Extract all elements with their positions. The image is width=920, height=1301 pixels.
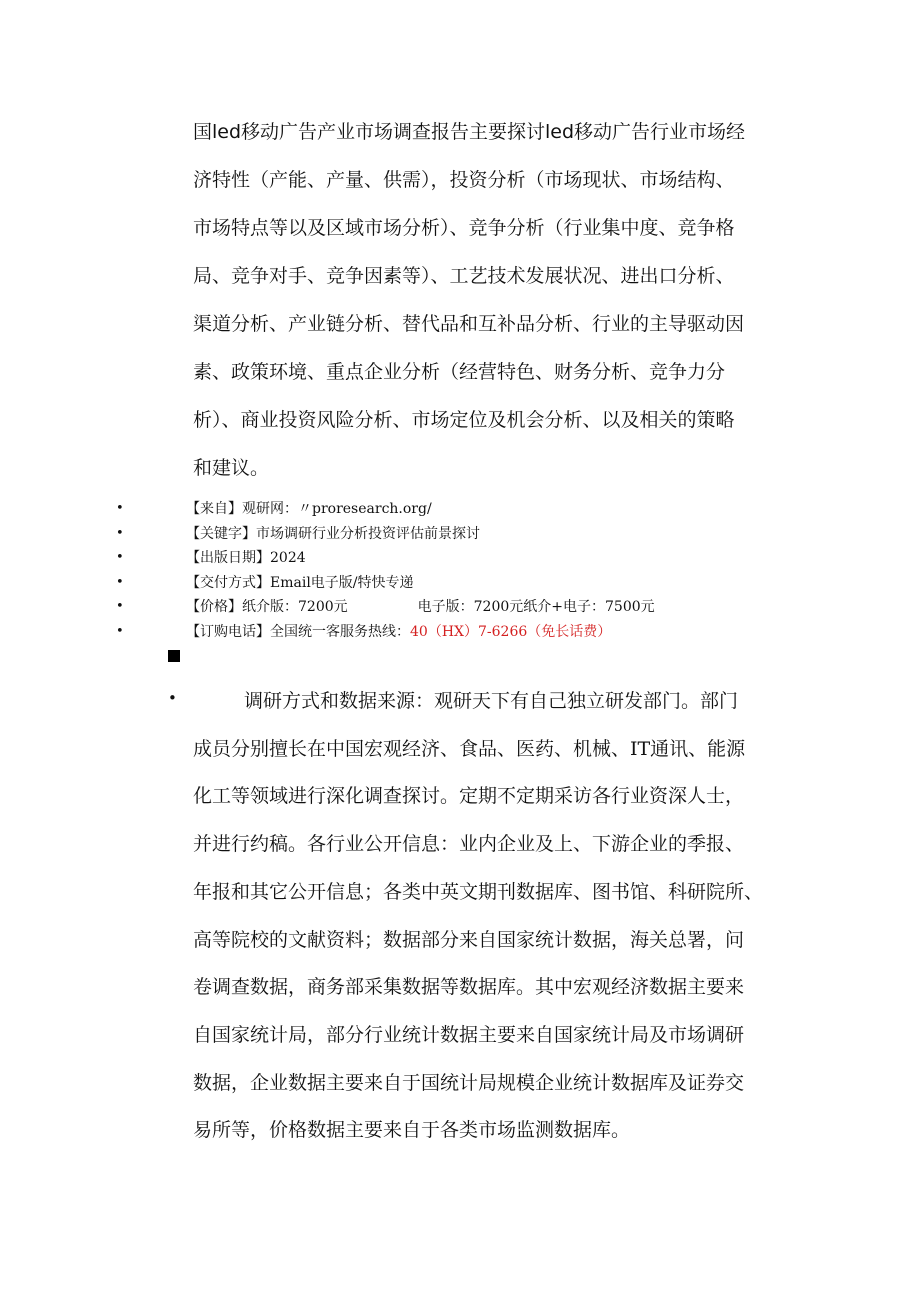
method-line: 化工等领域进行深化调查探讨。定期不定期采访各行业资深人士， [193, 785, 745, 808]
keywords-text: 【关键字】市场调研行业分析投资评估前景探讨 [186, 525, 480, 542]
meta-keywords [0, 522, 920, 547]
meta-phone [0, 620, 920, 645]
intro-line: 和建议。 [193, 457, 270, 479]
intro-line: 国led移动广告产业市场调查报告主要探讨led移动广告行业市场经 [193, 121, 746, 143]
intro-line: 市场特点等以及区域市场分析）、竞争分析（行业集中度、竞争格 [193, 217, 735, 239]
method-line: 调研方式和数据来源：观研天下有自己独立研发部门。部门 [244, 690, 739, 712]
bullet-icon: • [168, 689, 177, 707]
method-paragraph [193, 678, 793, 1155]
method-line: 成员分别擅长在中国宏观经济、食品、医药、机械、IT通讯、能源 [193, 737, 746, 760]
method-line: 高等院校的文献资料；数据部分来自国家统计数据，海关总署，问 [193, 928, 745, 951]
method-line: 数据，企业数据主要来自于国统计局规模企业统计数据库及证券交 [193, 1071, 745, 1094]
method-line: 年报和其它公开信息；各类中英文期刊数据库、图书馆、科研院所、 [193, 880, 764, 903]
meta-source [0, 497, 920, 522]
meta-delivery [0, 571, 920, 596]
bullet-icon: • [116, 623, 124, 639]
intro-paragraph [193, 108, 783, 492]
meta-price [0, 595, 920, 620]
intro-line: 渠道分析、产业链分析、替代品和互补品分析、行业的主导驱动因 [193, 313, 745, 335]
bullet-icon: • [116, 574, 124, 590]
phone-number[interactable]: 40（HX）7-6266（免长话费） [410, 623, 612, 640]
delivery-text: 【交付方式】Email电子版/特快专递 [186, 574, 414, 591]
price-paper: 【价格】纸介版：7200元 [186, 599, 348, 616]
method-line: 自国家统计局，部分行业统计数据主要来自国家统计局及市场调研 [193, 1023, 745, 1046]
method-line: 易所等，价格数据主要来自于各类市场监测数据库。 [193, 1119, 631, 1142]
date-text: 【出版日期】2024 [186, 550, 306, 567]
meta-date [0, 546, 920, 571]
bullet-icon: • [116, 501, 124, 516]
method-line: 卷调查数据，商务部采集数据等数据库。其中宏观经济数据主要来 [193, 976, 745, 999]
intro-line: 济特性（产能、产量、供需），投资分析（市场现状、市场结构、 [193, 169, 735, 191]
phone-label: 【订购电话】全国统一客服务热线： [186, 623, 410, 640]
bullet-icon: • [116, 599, 124, 615]
bullet-icon: • [116, 550, 124, 566]
intro-line: 素、政策环境、重点企业分析（经营特色、财务分析、竞争力分 [193, 361, 726, 383]
source-text[interactable]: 【来自】观研网：〃proresearch.org/ [186, 501, 432, 517]
intro-line: 局、竞争对手、竞争因素等）、工艺技术发展状况、进出口分析、 [193, 265, 735, 287]
intro-line: 析）、商业投资风险分析、市场定位及机会分析、以及相关的策略 [193, 409, 735, 431]
method-line: 并进行约稿。各行业公开信息：业内企业及上、下游企业的季报、 [193, 833, 745, 856]
square-bullet-icon [168, 650, 180, 662]
price-electronic: 电子版：7200元纸介+电子：7500元 [417, 599, 655, 616]
price-text [186, 595, 655, 620]
report-meta-list [0, 497, 920, 645]
phone-text [186, 620, 611, 645]
bullet-icon: • [116, 525, 124, 541]
